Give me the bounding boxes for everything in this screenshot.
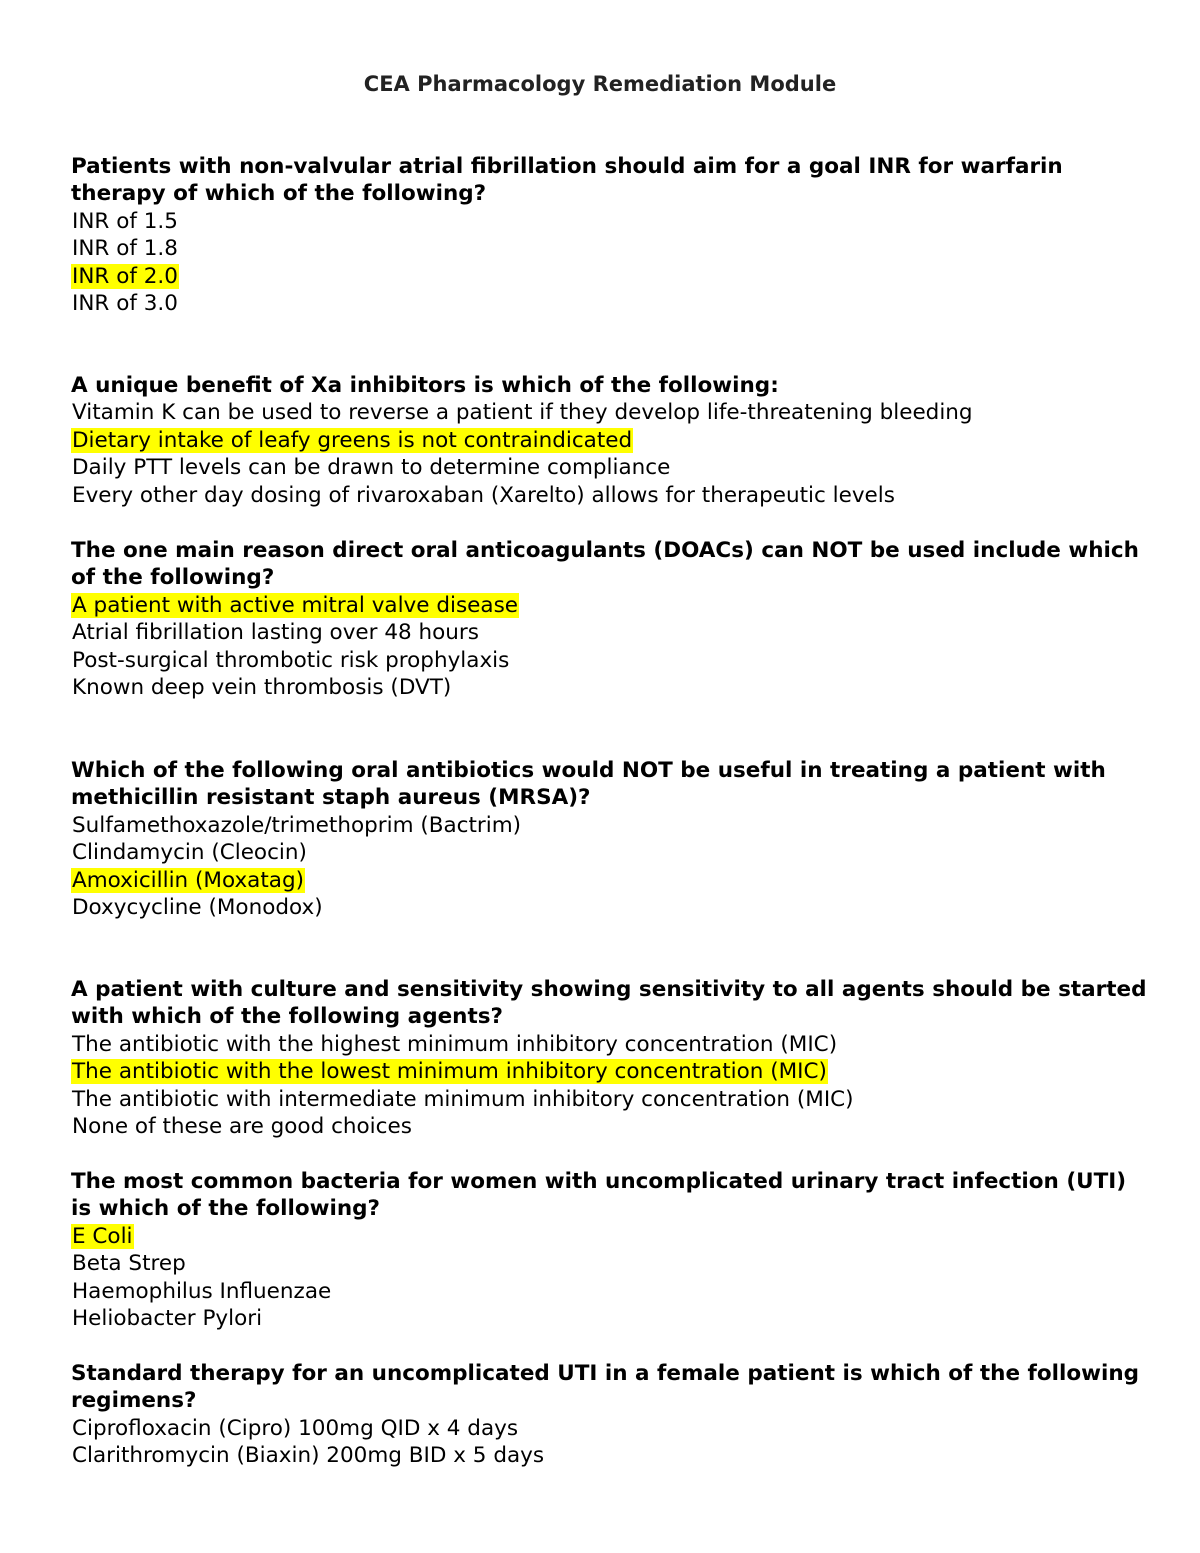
- question-stem: Standard therapy for an uncomplicated UTI in a female patient is which of the following regimens?: [71, 1361, 1140, 1414]
- answer-option: [71, 1442, 1151, 1469]
- answer-option: [71, 482, 1151, 509]
- answer-option-highlighted: [71, 427, 1151, 454]
- answer-text: Every other day dosing of rivaroxaban (Xarelto) allows for therapeutic levels: [72, 482, 895, 508]
- question-stem: Patients with non-valvular atrial fibrillation should aim for a goal INR for warfarin therapy of which of the following?: [71, 154, 1063, 207]
- answer-option: [71, 647, 1151, 674]
- answer-text: INR of 1.5: [72, 208, 178, 234]
- answer-text: Sulfamethoxazole/trimethoprim (Bactrim): [72, 812, 522, 838]
- question-block: [71, 757, 1151, 921]
- question-block: [71, 372, 1151, 509]
- question-block: [71, 537, 1151, 701]
- answer-option: [71, 1305, 1151, 1332]
- answer-text: INR of 1.8: [72, 236, 178, 262]
- answer-option: [71, 812, 1151, 839]
- question-block: [71, 1360, 1151, 1470]
- answer-text: None of these are good choices: [72, 1114, 412, 1140]
- answer-option: [71, 1415, 1151, 1442]
- answer-option: [71, 1250, 1151, 1277]
- answer-option: [71, 1031, 1151, 1058]
- question-block: [71, 153, 1151, 317]
- answer-option: [71, 208, 1151, 235]
- question-block: [71, 1168, 1151, 1332]
- answer-option: [71, 674, 1151, 701]
- answer-option: [71, 1278, 1151, 1305]
- answer-text: The antibiotic with the highest minimum inhibitory concentration (MIC): [72, 1031, 838, 1057]
- answer-option-highlighted: [71, 592, 1151, 619]
- question-stem: Which of the following oral antibiotics would NOT be useful in treating a patient with methicillin resistant staph aureus (MRSA)?: [71, 758, 1106, 811]
- question-stem: The one main reason direct oral anticoagulants (DOACs) can NOT be used include which of the following?: [71, 538, 1139, 591]
- answer-text: The antibiotic with intermediate minimum inhibitory concentration (MIC): [72, 1086, 854, 1112]
- answer-text: A patient with active mitral valve disease: [72, 592, 518, 618]
- answer-option: [71, 454, 1151, 481]
- answer-text: Clindamycin (Cleocin): [72, 840, 307, 866]
- answer-text: Ciprofloxacin (Cipro) 100mg QID x 4 days: [72, 1415, 519, 1441]
- answer-option: [71, 290, 1151, 317]
- answer-text: Atrial fibrillation lasting over 48 hours: [72, 620, 479, 646]
- answer-option-highlighted: [71, 867, 1151, 894]
- answer-text: Post-surgical thrombotic risk prophylaxis: [72, 647, 510, 673]
- answer-option-highlighted: [71, 1058, 1151, 1085]
- answer-text: Doxycycline (Monodox): [72, 895, 323, 921]
- answer-option: [71, 894, 1151, 921]
- question-stem: The most common bacteria for women with uncomplicated urinary tract infection (UTI) is which of the following?: [71, 1169, 1127, 1222]
- answer-option: [71, 399, 1151, 426]
- answer-option: [71, 235, 1151, 262]
- answer-text: E Coli: [72, 1223, 133, 1249]
- answer-text: Amoxicillin (Moxatag): [72, 867, 304, 893]
- question-block: [71, 976, 1151, 1140]
- answer-text: Clarithromycin (Biaxin) 200mg BID x 5 days: [72, 1443, 545, 1469]
- answer-text: Beta Strep: [72, 1251, 186, 1277]
- answer-text: Heliobacter Pylori: [72, 1306, 263, 1332]
- answer-text: Dietary intake of leafy greens is not contraindicated: [72, 427, 633, 453]
- answer-text: Daily PTT levels can be drawn to determine compliance: [72, 455, 671, 481]
- document-title: CEA Pharmacology Remediation Module: [363, 72, 837, 96]
- answer-option: [71, 1086, 1151, 1113]
- answer-option: [71, 619, 1151, 646]
- answer-option: [71, 1113, 1151, 1140]
- answer-text: Known deep vein thrombosis (DVT): [72, 675, 452, 701]
- answer-text: Haemophilus Influenzae: [72, 1278, 332, 1304]
- answer-text: INR of 3.0: [72, 291, 178, 317]
- answer-option: [71, 839, 1151, 866]
- question-stem: A patient with culture and sensitivity showing sensitivity to all agents should be started with which of the following agents?: [71, 977, 1147, 1030]
- answer-text: The antibiotic with the lowest minimum inhibitory concentration (MIC): [72, 1059, 827, 1085]
- answer-option-highlighted: [71, 1223, 1151, 1250]
- answer-text: Vitamin K can be used to reverse a patient if they develop life-threatening bleeding: [72, 400, 973, 426]
- answer-text: INR of 2.0: [72, 263, 178, 289]
- question-stem: A unique benefit of Xa inhibitors is which of the following:: [71, 373, 779, 398]
- answer-option-highlighted: [71, 263, 1151, 290]
